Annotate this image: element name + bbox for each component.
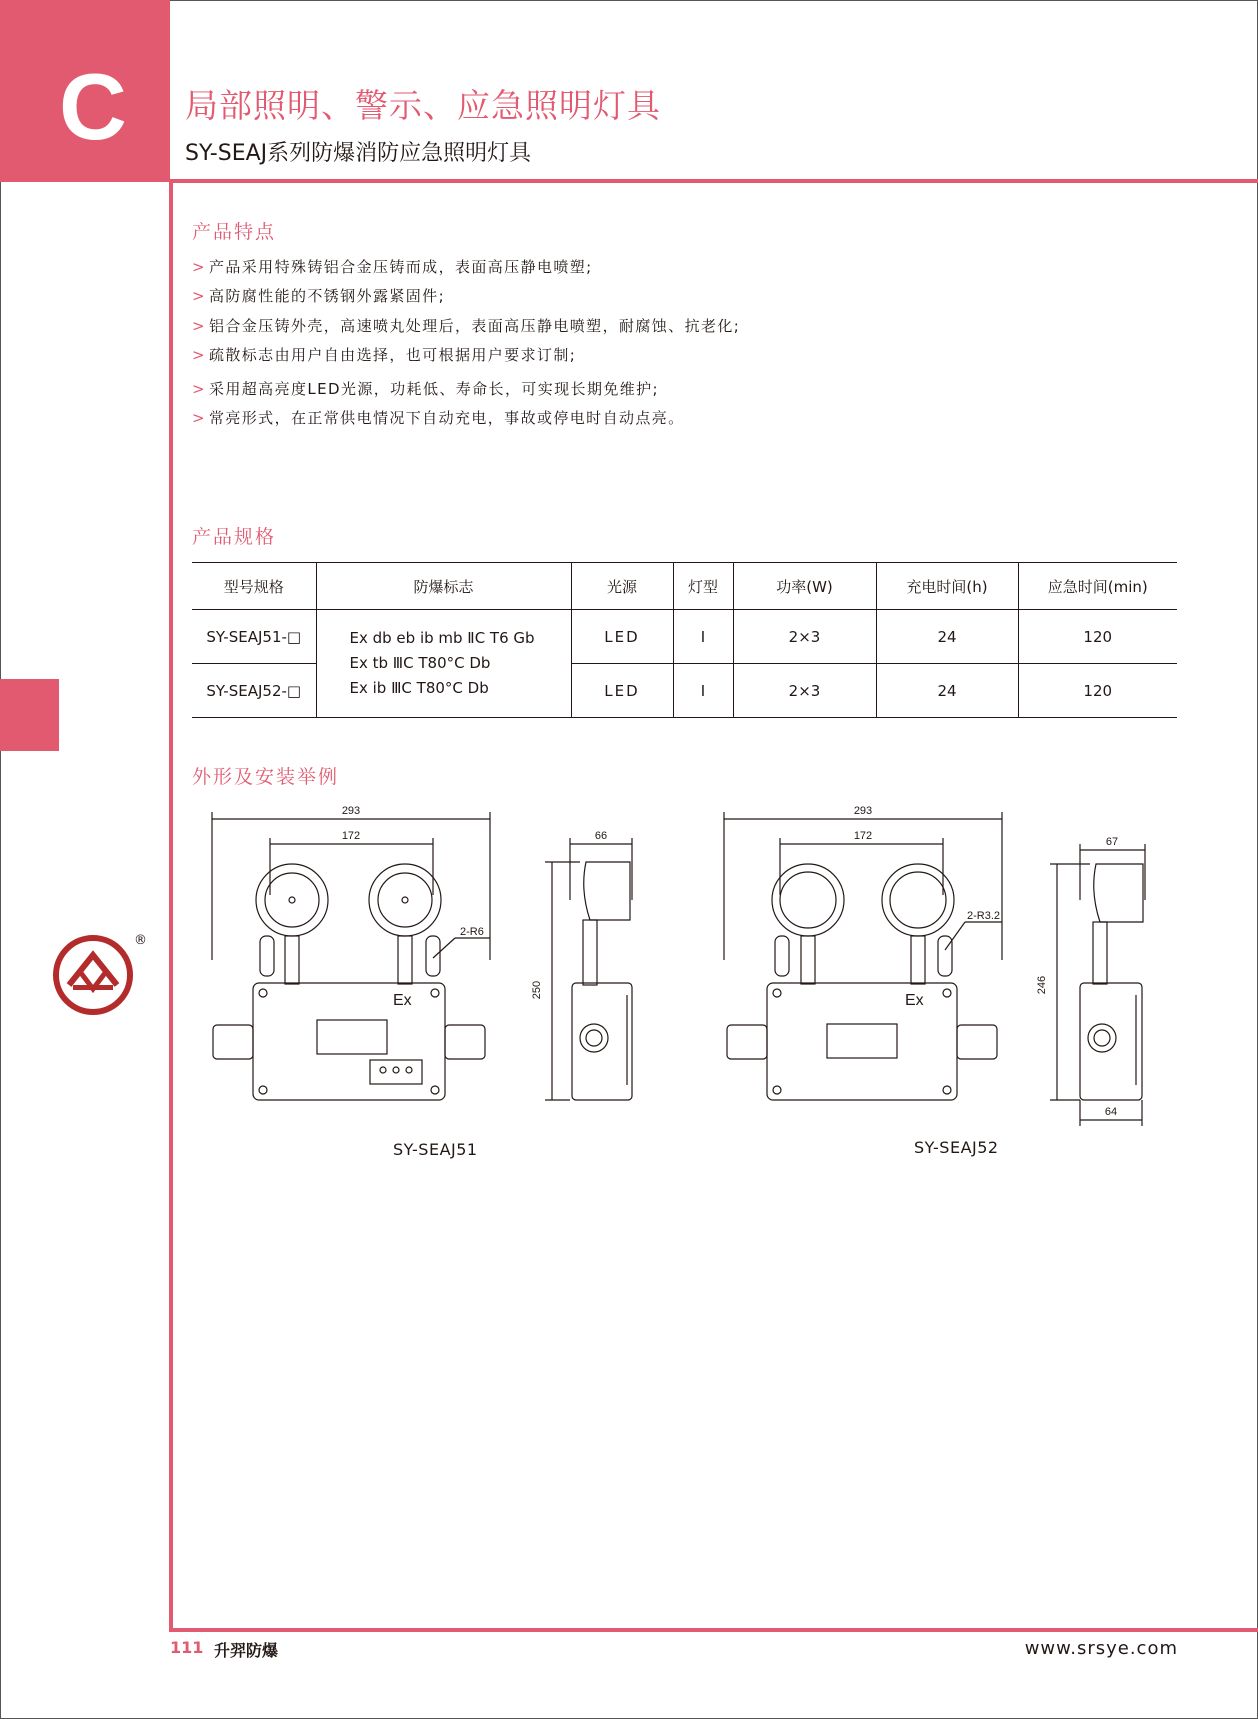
lamp-type-cell: Ⅰ (673, 664, 733, 718)
column-header: 防爆标志 (316, 563, 571, 610)
seaj51-front-view (212, 805, 490, 1100)
accent-vertical-rule (169, 182, 173, 1632)
spec-table (192, 562, 1177, 718)
table-header-row (192, 563, 1177, 610)
accent-header-rule (169, 179, 1258, 183)
column-header: 应急时间(min) (1018, 563, 1177, 610)
side-index-tab (0, 679, 59, 751)
list-item: > 疏散标志由用户自由选择，也可根据用户要求订制; (192, 346, 577, 365)
footer-brand: 升羿防爆 (214, 1641, 279, 1660)
specs-heading: 产品规格 (192, 526, 277, 548)
light-source-cell: LED (571, 610, 673, 664)
seaj51-side-view (531, 830, 632, 1100)
list-item: > 产品采用特殊铸铝合金压铸而成，表面高压静电喷塑; (192, 258, 593, 276)
emergency-time-cell: 120 (1018, 664, 1177, 718)
bullet-marker: > (192, 346, 206, 365)
seaj51-caption: SY-SEAJ51 (393, 1140, 478, 1159)
bullet-marker: > (192, 258, 206, 276)
column-header: 型号规格 (192, 563, 316, 610)
company-logo (51, 933, 135, 1017)
dim-height-label: 250 (531, 980, 543, 1000)
mount-hole-label: 2-R3.2 (967, 910, 1001, 922)
page-number: 111 (170, 1638, 204, 1657)
bullet-marker: > (192, 408, 206, 427)
section-letter: C (59, 54, 127, 159)
features-heading: 产品特点 (192, 221, 277, 243)
charge-time-cell: 24 (876, 610, 1018, 664)
power-cell: 2×3 (733, 664, 876, 718)
dim-spacing-label: 172 (853, 830, 873, 842)
charge-time-cell: 24 (876, 664, 1018, 718)
ex-marking-cell: Ex db eb ib mb ⅡC T6 Gb Ex tb ⅢC T80°C Db Ex ib ⅢC T80°C Db (316, 610, 571, 718)
column-header: 光源 (571, 563, 673, 610)
ex-label: Ex (393, 992, 412, 1009)
seaj52-side-view (1036, 836, 1145, 1126)
dim-height-label: 246 (1036, 975, 1048, 995)
light-source-cell: LED (571, 664, 673, 718)
feature-list (192, 253, 740, 433)
list-item: > 铝合金压铸外壳，高速喷丸处理后，表面高压静电喷塑，耐腐蚀、抗老化; (192, 316, 741, 335)
model-cell: SY-SEAJ51-□ (192, 610, 316, 664)
emergency-time-cell: 120 (1018, 610, 1177, 664)
accent-footer-rule (169, 1628, 1258, 1632)
bullet-marker: > (192, 316, 206, 335)
table-row (192, 610, 1177, 664)
lamp-type-cell: Ⅰ (673, 610, 733, 664)
bullet-marker: > (192, 379, 206, 398)
bullet-marker: > (192, 287, 206, 306)
category-title: 局部照明、警示、应急照明灯具 (185, 86, 661, 125)
column-header: 充电时间(h) (876, 563, 1018, 610)
dim-depth-label: 66 (594, 830, 608, 842)
dim-width-label: 293 (853, 805, 873, 817)
list-item: > 高防腐性能的不锈钢外露紧固件; (192, 287, 446, 306)
list-item: > 常亮形式，在正常供电情况下自动充电，事故或停电时自动点亮。 (192, 408, 685, 427)
model-cell: SY-SEAJ52-□ (192, 664, 316, 718)
column-header: 功率(W) (733, 563, 876, 610)
seaj52-caption: SY-SEAJ52 (914, 1138, 999, 1157)
footer-url[interactable]: www.srsye.com (1024, 1638, 1178, 1659)
outline-drawings (190, 800, 1170, 1160)
power-cell: 2×3 (733, 610, 876, 664)
product-series-title: SY-SEAJ系列防爆消防应急照明灯具 (185, 141, 532, 166)
dim-spacing-label: 172 (341, 830, 361, 842)
dim-base-label: 64 (1104, 1106, 1118, 1118)
drawings-heading: 外形及安装举例 (192, 766, 340, 788)
seaj52-front-view (724, 805, 1002, 1100)
ex-label: Ex (905, 992, 924, 1009)
column-header: 灯型 (673, 563, 733, 610)
dim-depth-label: 67 (1105, 836, 1119, 848)
mount-hole-label: 2-R6 (460, 926, 484, 938)
list-item: > 采用超高亮度LED光源，功耗低、寿命长，可实现长期免维护; (192, 379, 660, 398)
dim-width-label: 293 (341, 805, 361, 817)
registered-mark: ® (134, 933, 147, 948)
